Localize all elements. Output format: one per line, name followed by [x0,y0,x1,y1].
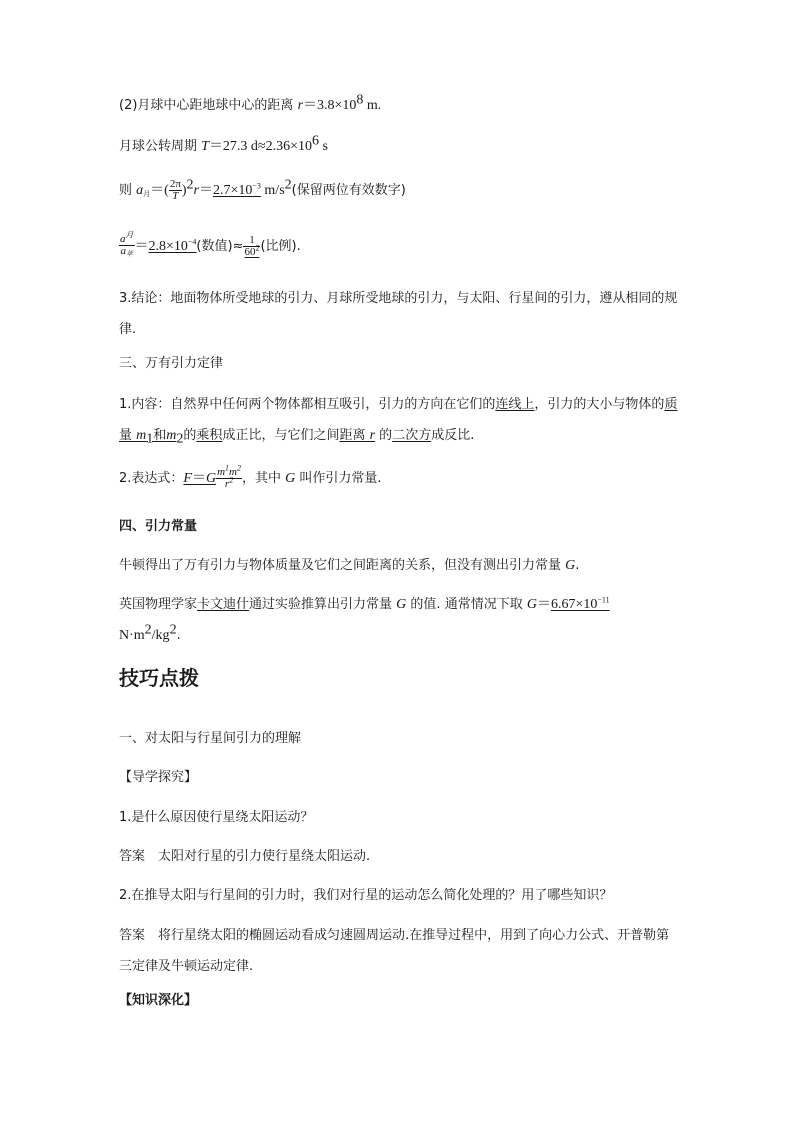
ratio-den [243,243,260,258]
accel-unit: m/s [260,183,285,198]
law-expression-line [119,464,382,494]
cavendish-text-2: 通过实验推算出引力常量 [249,597,397,612]
num-s2: 2 [237,463,241,473]
var-T: T [201,139,209,154]
ratio-den-exp: 2 [255,243,260,253]
moon-period-line [119,133,328,157]
accel-unit-exp: 2 [284,177,292,193]
num-m1: m [217,466,226,479]
law-blank-square: 二次方 [392,428,432,443]
skill-heading: 技巧点拨 [119,666,199,690]
newton-text: 牛顿得出了万有引力与物体质量及它们之间距离的关系，但没有测出引力常量 [119,558,566,573]
var-G: G [205,471,217,486]
ratio-exp: −4 [187,237,197,247]
var-a: a [136,183,144,198]
knowledge-deepening-label: 【知识深化】 [119,993,198,1008]
accel-value: 2.7×10 [213,183,253,198]
frac-num: 2π [169,178,181,190]
var-r: r [297,98,304,113]
law-text-5: 的 [375,428,393,443]
var-m1: m [136,428,147,443]
accel-answer [213,183,261,198]
law-blank-distance [339,428,375,443]
distance-unit: m. [363,98,382,113]
guided-inquiry-label: 【导学探究】 [119,770,198,785]
law-content-paragraph [119,389,679,451]
moon-distance-text: (2)月球中心距地球中心的距离 [119,98,298,113]
newton-paragraph [119,556,579,576]
ratio-formula [119,229,301,262]
answer-1 [119,847,370,867]
close-paren: ) [181,183,187,198]
answer-2 [119,920,679,982]
moon-acceleration-formula [119,178,406,207]
g-unit2-exp: 2 [169,622,177,638]
answer-1-text: 太阳对行星的引力使行星绕太阳运动. [158,849,371,864]
var-F: F [183,471,192,486]
then-label: 则 [119,183,137,198]
var-G4: G [396,597,407,612]
section-heading-understanding: 一、对太阳与行星间引力的理解 [119,731,302,746]
num-m2: m [229,466,237,479]
mass-label: 质量 [119,397,678,443]
var-r3: r [369,428,376,443]
expression-tail2: 叫作引力常量. [295,471,382,486]
g-value: 6.67×10 [550,597,598,612]
num-a: a [120,232,126,245]
m1m2-over-r2-fraction [216,463,242,491]
section-heading-constant: 四、引力常量 [119,519,198,534]
answer-2-text: 将行星绕太阳的椭圆运动看成匀速圆周运动.在推导过程中，用到了向心力公式、开普勒第三定律及牛顿运动定律. [119,928,670,974]
ratio-equals: ＝ [134,239,149,254]
conclusion-paragraph: 3.结论：地面物体所受地球的引力、月球所受地球的引力，与太阳、行星间的引力，遵从相同的规律. [119,291,678,337]
m1-sub: 1 [146,431,154,447]
moon-distance-line [119,92,382,116]
answer-2-label: 答案 [119,928,146,943]
ratio-den-value: 60 [244,246,256,258]
law-text-3: 的 [183,428,197,443]
law-blank-line: 连线上 [495,397,535,412]
g-exp: −11 [597,595,610,605]
var-G3: G [565,558,576,573]
num-sub: 月 [125,229,134,239]
and-label: 和 [153,428,167,443]
m2-sub: 2 [176,431,184,447]
expression-label: 2.表达式： [119,471,184,486]
ratio-tail: (比例). [260,239,301,254]
equals-open: ＝( [150,183,169,198]
ratio-answer [149,239,197,254]
cavendish-paragraph [119,589,679,651]
den-r: r [224,478,230,491]
var-m2: m [166,428,177,443]
var-r2: r [193,183,199,198]
cavendish-text-3: 的值. 通常情况下取 [406,597,527,612]
g-end: . [176,628,181,643]
ratio-mid: (数值)≈ [196,239,244,254]
num-s1: 1 [225,463,230,473]
ratio-value: 2.8×10 [148,239,188,254]
period-unit: s [319,139,328,154]
accel-note: (保留两位有效数字) [291,183,406,198]
frac-r2 [216,475,242,491]
law-text-6: 成反比. [431,428,475,443]
den-a: a [120,244,126,257]
expr-equals: ＝ [191,471,206,486]
cavendish-blank: 卡文迪什 [197,597,250,612]
answer-1-label: 答案 [119,849,146,864]
question-2: 2.在推导太阳与行星间的引力时，我们对行星的运动怎么简化处理的？用了哪些知识？ [119,888,613,903]
two-pi-over-T-fraction [169,179,182,202]
period-exp: 6 [312,133,320,149]
newton-end: . [575,558,580,573]
law-text-2: ，引力的大小与物体的 [534,397,665,412]
cav-equals: ＝ [536,597,551,612]
distance-exp: 8 [356,92,364,108]
cavendish-text-1: 英国物理学家 [119,597,198,612]
law-text-4: 成正比，与它们之间 [222,428,340,443]
square-exp: 2 [186,177,194,193]
distance-label: 距离 [339,428,370,443]
accel-exp: −3 [252,181,261,191]
frac-den: T [172,190,179,202]
expression-tail: ，其中 [242,471,286,486]
expression-formula [183,463,242,491]
den-sub: 苹 [126,249,133,258]
g-unit2: /kg [151,628,170,643]
den-exp: 2 [229,475,234,485]
sub-moon: 月 [143,190,151,198]
one-over-60sq-fraction [243,235,260,258]
question-1: 1.是什么原因使行星绕太阳运动？ [119,810,314,825]
g-unit: N·m [119,628,145,643]
moon-period-text: 月球公转周期 [119,139,202,154]
g-unit-exp: 2 [144,622,152,638]
distance-value: ＝3.8×10 [303,98,357,113]
a-ratio-fraction [119,229,135,260]
period-value: ＝27.3 d≈2.36×10 [208,139,313,154]
g-value-blank [551,597,610,612]
section-heading-law: 三、万有引力定律 [119,356,224,371]
var-G2: G [285,471,296,486]
law-blank-product: 乘积 [196,428,223,443]
law-text-1: 1.内容：自然界中任何两个物体都相互吸引，引力的方向在它们的 [119,397,496,412]
frac-den-a [119,246,135,260]
equals: ＝ [199,183,213,198]
ratio-num: 1 [243,235,260,247]
var-G5: G [526,597,537,612]
